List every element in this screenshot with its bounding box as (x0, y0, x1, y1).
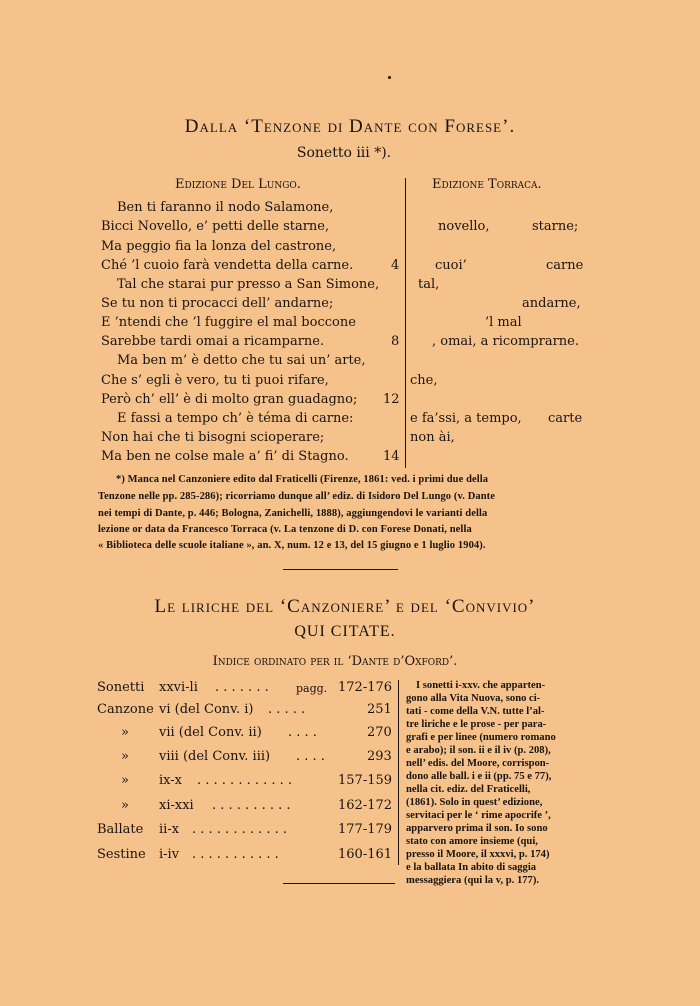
note-line: presso il Moore, il xxxvi, p. 174) (406, 849, 550, 860)
variant-text: cuoi’ (435, 258, 467, 273)
sonnet-subtitle: Sonetto iii *). (296, 145, 392, 161)
poem-line: E fassi a tempo ch’ è téma di carne: (117, 411, 354, 426)
col-header-torraca: Edizione Torraca. (432, 177, 542, 192)
note-line: messaggiera (qui la v, p. 177). (406, 875, 540, 886)
entry-dots: . . . . . . . (215, 680, 269, 695)
poem-line: Non hai che ti bisogni scioperare; (101, 430, 325, 445)
entry-label: Ballate (97, 822, 144, 837)
entry-dots: . . . . . . . . . . . (192, 847, 279, 862)
entry-label: Canzone (97, 702, 154, 717)
ink-speck (388, 76, 391, 79)
entry-dots: . . . . . (268, 702, 306, 717)
poem-line: Ben ti faranno il nodo Salamone, (117, 200, 334, 215)
variant-text: carte (548, 411, 583, 426)
entry-range: vi (del Conv. i) (159, 702, 254, 717)
entry-pages: 162-172 (338, 798, 393, 813)
line-number: 4 (391, 258, 400, 273)
entry-range: viii (del Conv. iii) (159, 749, 271, 764)
note-line: gono alla Vita Nuova, sono ci- (406, 693, 541, 704)
entry-pagg: pagg. (296, 682, 328, 695)
line-number: 14 (383, 449, 400, 464)
col-header-del-lungo: Edizione Del Lungo. (175, 177, 301, 192)
note-line: grafi e per linee (numero romano (406, 732, 556, 743)
entry-range: xxvi-li (159, 680, 198, 695)
note-line: I sonetti i-xxv. che apparten- (416, 680, 546, 691)
variant-text: carne (546, 258, 584, 273)
entry-label: Sestine (97, 847, 146, 862)
entry-pages: 293 (367, 749, 392, 764)
poem-line: Che s’ egli è vero, tu ti puoi rifare, (101, 373, 329, 388)
variant-text: , omai, a ricomprarne. (432, 334, 579, 349)
note-line: nell’ edis. del Moore, corrispon- (406, 758, 550, 769)
entry-pages: 251 (367, 702, 392, 717)
entry-ditto: » (121, 725, 129, 740)
entry-ditto: » (121, 749, 129, 764)
note-line: apparvero prima il son. Io sono (406, 823, 548, 834)
entry-ditto: » (121, 798, 129, 813)
poem-line: Ché ’l cuoio farà vendetta della carne. (101, 258, 354, 273)
note-line: (1861). Solo in quest’ edizione, (406, 797, 543, 808)
entry-pages: 157-159 (338, 773, 393, 788)
entry-dots: . . . . . . . . . . (212, 798, 291, 813)
footnote-line: *) Manca nel Canzoniere edito dal Fraticelli (Firenze, 1861: ved. i primi due della (116, 474, 489, 485)
entry-ditto: » (121, 773, 129, 788)
entry-range: i-iv (159, 847, 180, 862)
variant-text: e fa’ssi, a tempo, (410, 411, 522, 426)
entry-dots: . . . . (296, 749, 325, 764)
entry-range: ii-x (159, 822, 180, 837)
note-line: e arabo); il son. ii e il iv (p. 208), (406, 745, 551, 756)
poem-line: Sarebbe tardi omai a ricamparne. (101, 334, 325, 349)
line-number: 8 (391, 334, 400, 349)
note-line: stato con amore insieme (qui, (406, 836, 538, 847)
variant-text: non ài, (410, 430, 455, 445)
entry-range: vii (del Conv. ii) (159, 725, 262, 740)
poem-line: Ma ben ne colse male a’ fi’ di Stagno. (101, 449, 349, 464)
section-title-liriche-2: QUI CITATE. (294, 623, 396, 640)
column-divider (405, 178, 406, 468)
variant-text: novello, (438, 219, 490, 234)
poem-line: Tal che starai pur presso a San Simone, (117, 277, 380, 292)
entry-pages: 177-179 (338, 822, 393, 837)
entry-dots: . . . . (288, 725, 317, 740)
note-line: dono alle ball. i e ii (pp. 75 e 77), (406, 771, 552, 782)
footnote-line: « Biblioteca delle scuole italiane », an. X, num. 12 e 13, del 15 giugno e 1 luglio 1904). (98, 540, 486, 551)
entry-pages: 172-176 (338, 680, 393, 695)
poem-line: E ’ntendi che ’l fuggire el mal boccone (101, 315, 356, 330)
note-line: nella cit. ediz. del Fraticelli, (406, 784, 531, 795)
variant-text: andarne, (522, 296, 581, 311)
entry-dots: . . . . . . . . . . . . (192, 822, 288, 837)
variant-text: ’l mal (485, 315, 522, 330)
entry-range: xi-xxi (159, 798, 194, 813)
variant-text: starne; (532, 219, 579, 234)
line-number: 12 (383, 392, 400, 407)
bottom-separator (283, 883, 395, 884)
note-line: tre liriche e le prose - per para- (406, 719, 547, 730)
poem-line: Però ch’ ell’ è di molto gran guadagno; (101, 392, 358, 407)
footnote-line: lezione or data da Francesco Torraca (v. La tenzone di D. con Forese Donati, nella (98, 524, 472, 535)
entry-pages: 270 (367, 725, 392, 740)
note-line: tati - come della V.N. tutte l’al- (406, 706, 545, 717)
poem-line: Ma ben m’ è detto che tu sai un’ arte, (117, 353, 366, 368)
index-divider (398, 680, 399, 865)
entry-dots: . . . . . . . . . . . . (197, 773, 293, 788)
section-separator (283, 569, 398, 570)
footnote-line: nei tempi di Dante, p. 446; Bologna, Zanichelli, 1888), aggiungendovi le varianti della (98, 508, 488, 519)
entry-range: ix-x (159, 773, 182, 788)
variant-text: tal, (418, 277, 440, 292)
variant-text: che, (410, 373, 438, 388)
entry-label: Sonetti (97, 680, 145, 695)
section-title-tenzone: Dalla ‘Tenzone di Dante con Forese’. (184, 116, 516, 137)
section-title-liriche: Le liriche del ‘Canzoniere’ e del ‘Convivio’ (154, 596, 536, 617)
entry-pages: 160-161 (338, 847, 393, 862)
poem-line: Bicci Novello, e’ petti delle starne, (101, 219, 330, 234)
note-line: e la ballata In abito di saggia (406, 862, 537, 873)
poem-line: Ma peggio fia la lonza del castrone, (101, 239, 337, 254)
index-heading: Indice ordinato per il ‘Dante d’Oxford’. (212, 654, 458, 669)
note-line: servitaci per le ‘ rime apocrife ’, (406, 810, 551, 821)
footnote-line: Tenzone nelle pp. 285-286); ricorriamo dunque all’ ediz. di Isidoro Del Lungo (v. Dante (98, 491, 496, 502)
poem-line: Se tu non ti procacci dell’ andarne; (101, 296, 334, 311)
